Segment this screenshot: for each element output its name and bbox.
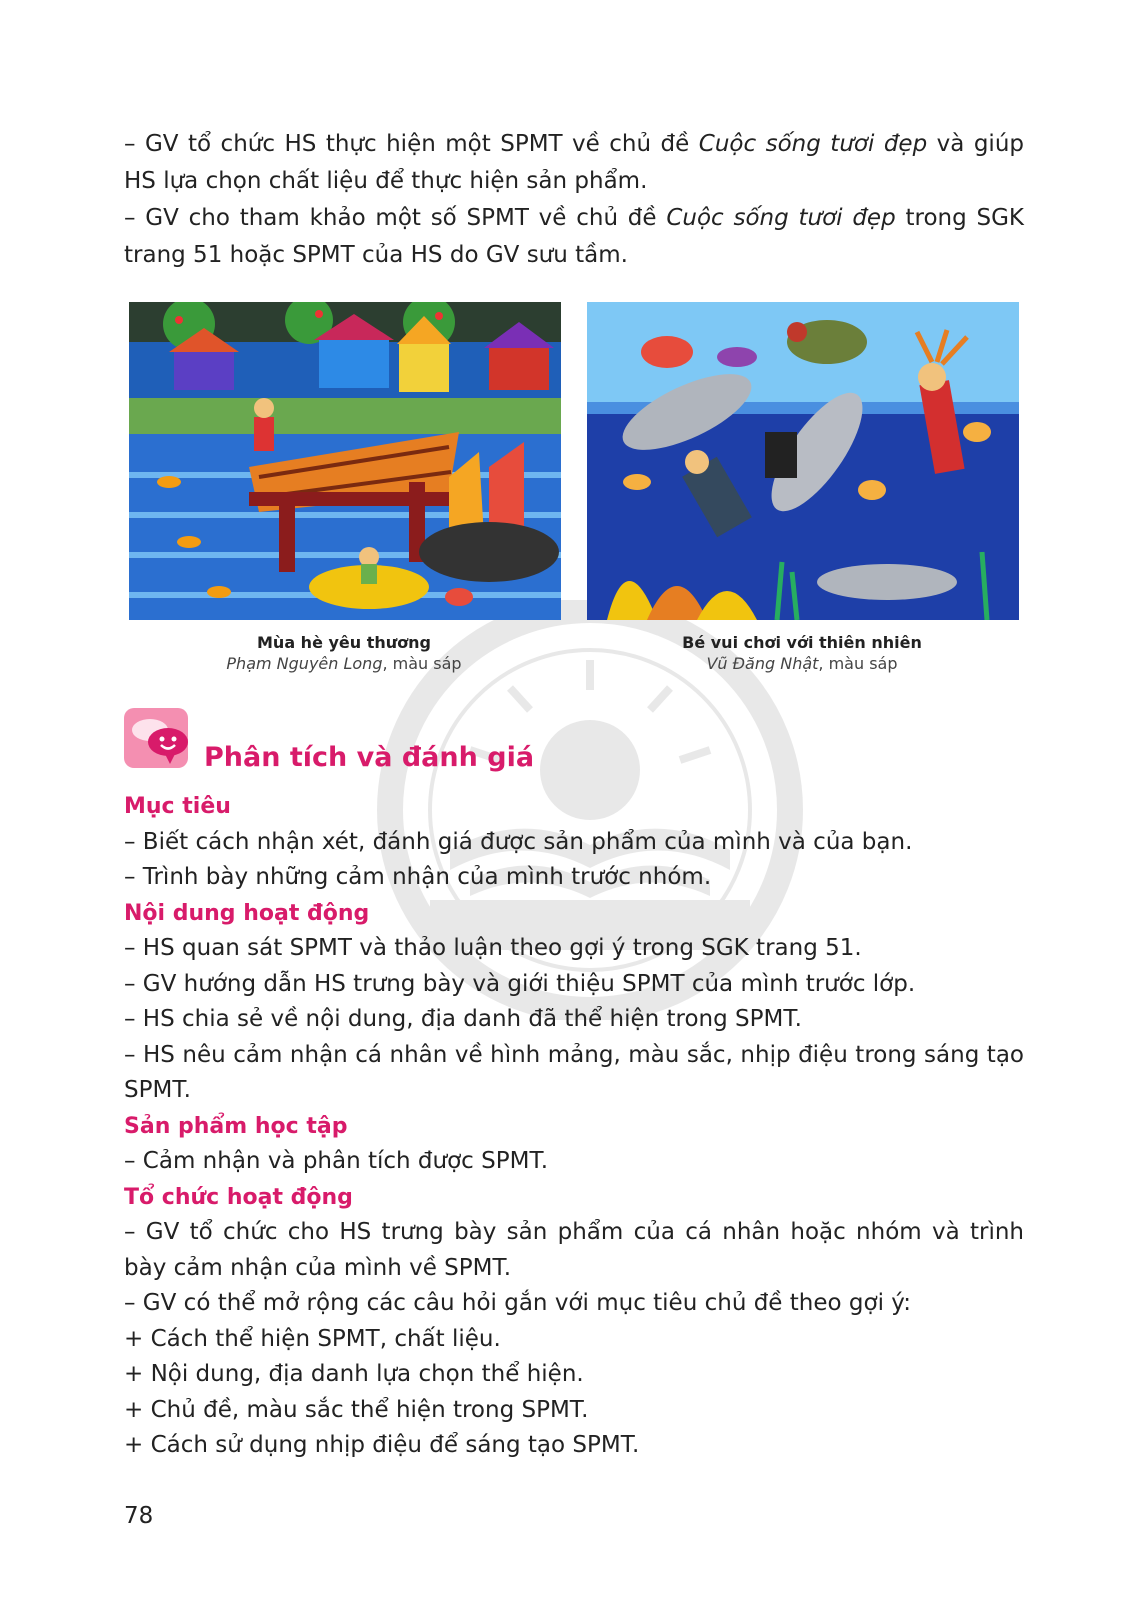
intro-paragraph-2: – GV cho tham khảo một số SPMT về chủ đề Cuộc sống tươi đẹp trong SGK trang 51 hoặc SPMT của HS do GV sưu tầm. [124, 205, 1024, 268]
figure-caption-right [562, 632, 1042, 674]
list-item: – GV có thể mở rộng các câu hỏi gắn với mục tiêu chủ đề theo gợi ý: [124, 1290, 911, 1316]
figure-credit: Vũ Đăng Nhật, màu sáp [706, 654, 898, 673]
subheading-san-pham-hoc-tap: Sản phẩm học tập [124, 1113, 348, 1139]
painting-be-vui-choi-voi-thien-nhien [587, 302, 1019, 620]
section-body [124, 789, 1024, 1464]
page-number: 78 [124, 1503, 154, 1529]
intro-text [124, 126, 1024, 274]
list-item: + Chủ đề, màu sắc thể hiện trong SPMT. [124, 1396, 589, 1423]
list-item: + Cách sử dụng nhịp điệu để sáng tạo SPMT. [124, 1432, 640, 1458]
speech-bubble-icon [124, 708, 192, 770]
section-heading: Phân tích và đánh giá [204, 742, 535, 773]
figure-title: Mùa hè yêu thương [257, 633, 431, 652]
subheading-noi-dung-hoat-dong: Nội dung hoạt động [124, 900, 370, 926]
list-item: – Trình bày những cảm nhận của mình trước nhóm. [124, 864, 712, 890]
subheading-muc-tieu: Mục tiêu [124, 794, 231, 819]
figure-credit: Phạm Nguyên Long, màu sáp [226, 654, 462, 673]
list-item: – GV tổ chức cho HS trưng bày sản phẩm của cá nhân hoặc nhóm và trình bày cảm nhận của mình về SPMT. [124, 1219, 1024, 1281]
figure-caption-left [104, 632, 584, 674]
intro-paragraph-1: – GV tổ chức HS thực hiện một SPMT về chủ đề Cuộc sống tươi đẹp và giúp HS lựa chọn chất liệu để thực hiện sản phẩm. [124, 131, 1024, 194]
list-item: – HS chia sẻ về nội dung, địa danh đã thể hiện trong SPMT. [124, 1006, 802, 1032]
list-item: – HS quan sát SPMT và thảo luận theo gợi ý trong SGK trang 51. [124, 935, 862, 961]
list-item: – Cảm nhận và phân tích được SPMT. [124, 1148, 549, 1174]
list-item: – Biết cách nhận xét, đánh giá được sản phẩm của mình và của bạn. [124, 828, 913, 855]
list-item: – GV hướng dẫn HS trưng bày và giới thiệu SPMT của mình trước lớp. [124, 970, 916, 997]
list-item: + Cách thể hiện SPMT, chất liệu. [124, 1325, 501, 1352]
painting-mua-he-yeu-thuong [129, 302, 561, 620]
figure-title: Bé vui chơi với thiên nhiên [682, 633, 922, 652]
subheading-to-chuc-hoat-dong: Tổ chức hoạt động [124, 1184, 353, 1210]
list-item: – HS nêu cảm nhận cá nhân về hình mảng, màu sắc, nhịp điệu trong sáng tạo SPMT. [124, 1041, 1024, 1103]
list-item: + Nội dung, địa danh lựa chọn thể hiện. [124, 1361, 584, 1387]
